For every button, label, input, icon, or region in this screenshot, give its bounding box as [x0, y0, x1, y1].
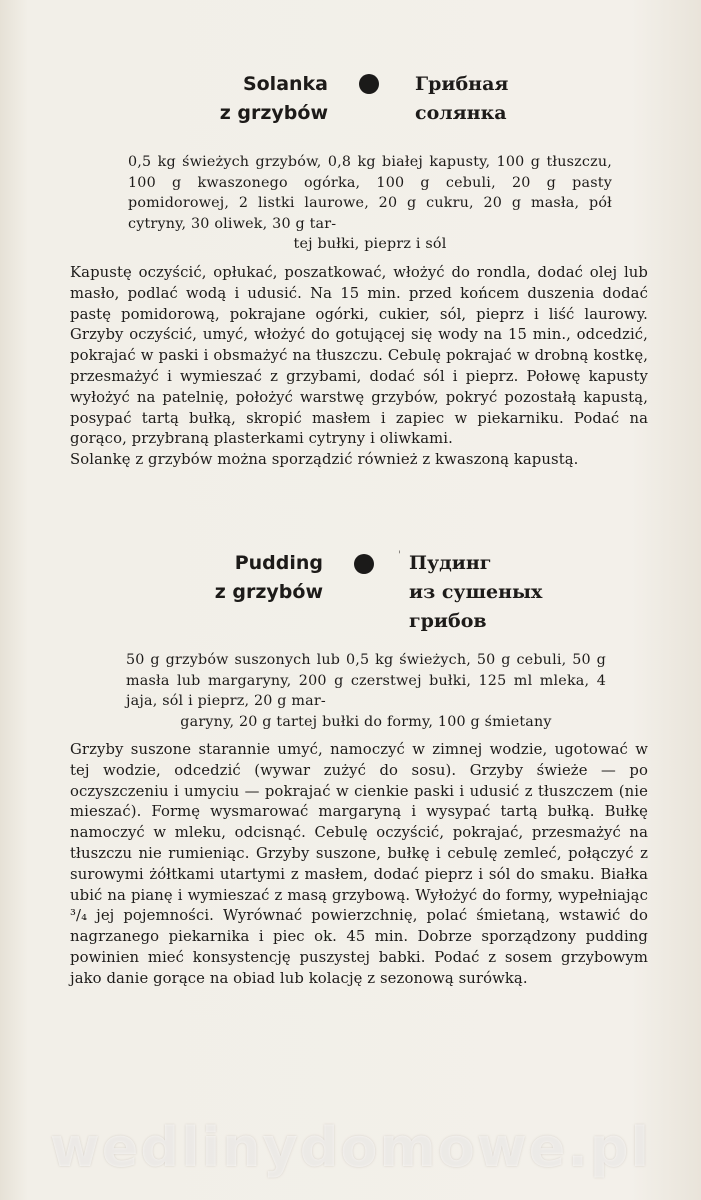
watermark-text: wedlinydomowe.pl [49, 1116, 652, 1179]
recipe-1-title-ru [415, 70, 555, 128]
recipe-2-paragraph-1: Grzyby suszone starannie umyć, namoczyć w zimnej wodzie, ugotować w tej wodzie, odcedzić (wywar zużyć do sosu). Grzyby świeże — po oczyszczeniu i umyciu — pokrajać w cienkie paski i udusić z tłuszczem (nie mieszać). Formę wysmarować margaryną i wysypać tartą bułką. Bułkę namoczyć w mleku, odcisnąć. Cebulę oczyścić, pokrajać, przesmażyć na tłuszczu nie rumieniąc. Grzyby suszone, bułkę i cebulę zemleć, połączyć z surowymi żółtkami utartymi z masłem, dodać pieprz i sól do smaku. Białka ubić na pianę i wymieszać z masą grzybową. Wyłożyć do formy, wypełniając ³/₄ jej pojemności. Wyrównać powierzchnię, polać śmietaną, wstawić do nagrzanego piekarnika i piec ok. 45 min. Dobrze sporządzony pudding powinien mieć konsystencję puszystej babki. Podać z sosem grzybowym jako danie gorące na obiad lub kolację z sezonową surówką. [70, 741, 648, 987]
recipe-2-ingredients [126, 650, 606, 732]
stray-mark: ' [398, 550, 401, 561]
recipe-1-title-pl-line2: z grzybów [219, 102, 328, 124]
recipe-2-instructions [70, 740, 648, 990]
recipe-1-title-pl-line1: Solanka [242, 73, 328, 95]
recipe-2-ingredients-text: 50 g grzybów suszonych lub 0,5 kg świeżych, 50 g cebuli, 50 g masła lub margaryny, 200 g czerstwej bułki, 125 ml mleka, 4 jaja, sól i pieprz, 20 g mar- [126, 652, 606, 710]
recipe-2-title [0, 549, 701, 639]
recipe-1-title-ru-line1: Грибная [415, 73, 509, 95]
recipe-2-title-pl-line1: Pudding [234, 552, 323, 574]
recipe-2-title-pl [190, 549, 323, 607]
recipe-1-paragraph-1: Kapustę oczyścić, opłukać, poszatkować, włożyć do rondla, dodać olej lub masło, podlać wodą i udusić. Na 15 min. przed końcem duszenia dodać pastę pomidorową, pokrajane ogórki, cukier, sól, pieprz i liść laurowy. Grzyby oczyścić, umyć, włożyć do gotującej się wody na 15 min., odcedzić, pokrajać w paski i obsmażyć na tłuszczu. Cebulę pokrajać w drobną kostkę, przesmażyć i wymieszać z grzybami, dodać sól i pieprz. Połowę kapusty wyłożyć na patelnię, położyć warstwę grzybów, pokryć pozostałą kapustą, posypać tartą bułką, skropić masłem i zapiec w piekarniku. Podać na gorąco, przybraną plasterkami cytryny i oliwkami. [70, 264, 648, 448]
recipe-2-title-ru-line1: Пудинг [409, 552, 492, 574]
recipe-2-ingredients-last-line: garyny, 20 g tartej bułki do formy, 100 g śmietany [180, 713, 552, 730]
recipe-1-paragraph-2: Solankę z grzybów można sporządzić również z kwaszoną kapustą. [70, 451, 579, 469]
recipe-2-title-ru-line3: грибов [409, 610, 487, 632]
recipe-1-title [0, 70, 701, 140]
recipe-1-ingredients [128, 152, 612, 255]
recipe-1-title-pl [190, 70, 328, 128]
recipe-1-ingredients-last-line: tej bułki, pieprz i sól [293, 236, 447, 253]
recipe-1-instructions [70, 263, 648, 471]
recipe-2-title-ru [409, 549, 569, 636]
bullet-dot-icon [354, 554, 374, 574]
recipe-2-title-pl-line2: z grzybów [214, 581, 323, 603]
bullet-dot-icon [359, 74, 379, 94]
recipe-1-ingredients-text: 0,5 kg świeżych grzybów, 0,8 kg białej kapusty, 100 g tłuszczu, 100 g kwaszonego ogórka, 100 g cebuli, 20 g pasty pomidorowej, 2 listki laurowe, 20 g cukru, 20 g masła, pół cytryny, 30 oliwek, 30 g tar- [128, 154, 612, 232]
recipe-2-title-ru-line2: из сушеных [409, 581, 543, 603]
recipe-1-title-ru-line2: солянка [415, 102, 507, 124]
